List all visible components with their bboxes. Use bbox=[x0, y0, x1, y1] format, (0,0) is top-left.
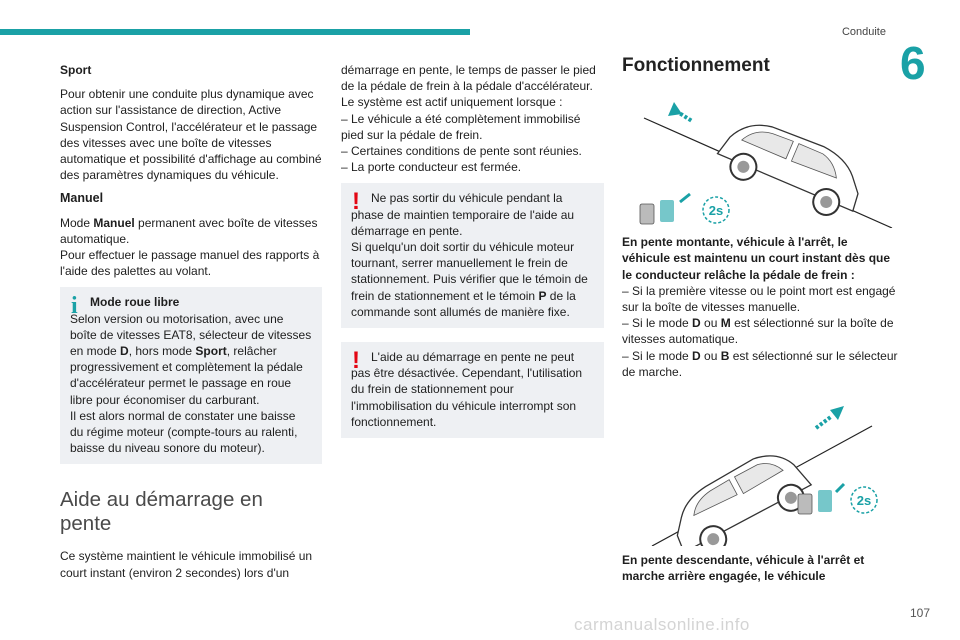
downhill-car-svg bbox=[622, 396, 898, 546]
list-item: – Si le mode D ou B est sélectionné sur le sélecteur de marche. bbox=[622, 348, 898, 379]
manuel-heading: Manuel bbox=[60, 191, 104, 206]
list-item: – Si la première vitesse ou le point mort est engagé sur la boîte de vitesses manuelle. bbox=[622, 283, 896, 315]
warning-icon: ! bbox=[352, 347, 360, 375]
badge-2s: 2s bbox=[708, 203, 724, 219]
aide-demarrage-heading: Aide au démarrage en pente bbox=[60, 488, 263, 536]
col2-paragraph-1: démarrage en pente, le temps de passer le pied de la pédale de frein à la pédale d'accélérateur. bbox=[341, 63, 596, 94]
warning-1-text-b: Si quelqu'un doit sortir du véhicule moteur tournant, serrer manuellement le frein de stationnement. Puis vérifier que le témoin de frein de stationnement et le témoin P de la commande sont allumés de manière fixe. bbox=[351, 240, 588, 319]
info-text: Selon version ou motorisation, avec une boîte de vitesses EAT8, sélecteur de vitesses en mode D, hors mode Sport, relâcher progressivement et complètement la pédale d'accélérateur permet le passage en roue libre pour économiser du carburant. bbox=[70, 311, 312, 407]
sport-heading: Sport bbox=[60, 63, 92, 77]
pedal-icon bbox=[640, 194, 690, 224]
manuel-paragraph-1: Mode Manuel permanent avec boîte de vitesses automatique. bbox=[60, 215, 318, 246]
info-title: Mode roue libre bbox=[90, 295, 180, 310]
downhill-lead: En pente descendante, véhicule à l'arrêt et marche arrière engagée, le véhicule bbox=[622, 553, 865, 584]
uphill-car-svg bbox=[622, 88, 898, 228]
uphill-lead: En pente montante, véhicule à l'arrêt, le véhicule est maintenu un court instant dès que le conducteur relâche la pédale de frein : bbox=[622, 235, 891, 282]
column-1 bbox=[60, 62, 322, 588]
warning-icon: ! bbox=[352, 188, 360, 216]
list-item: – La porte conducteur est fermée. bbox=[341, 160, 522, 175]
list-item: – Le véhicule a été complètement immobilisé pied sur la pédale de frein. bbox=[341, 111, 581, 142]
sport-text: Pour obtenir une conduite plus dynamique avec action sur l'assistance de direction, Active Suspension Control, l'accélérateur et le passage des vitesses avec une boîte de vitesses automatique et possibilité d'affichage au combiné des paramètres dynamiques du véhicule. bbox=[60, 87, 322, 183]
info-text-2: Il est alors normal de constater une baisse du régime moteur (compte-tours au ralenti, baisse du niveau sonore du moteur). bbox=[70, 408, 298, 456]
manuel-paragraph-2: Pour effectuer le passage manuel des rapports à l'aide des palettes au volant. bbox=[60, 248, 320, 279]
warning-box-2 bbox=[341, 342, 604, 438]
page-number: 107 bbox=[910, 606, 931, 620]
header-accent-bar bbox=[0, 29, 470, 35]
info-box-roue-libre bbox=[60, 287, 322, 464]
list-item: – Si le mode D ou M est sélectionné sur la boîte de vitesses automatique. bbox=[622, 316, 894, 347]
watermark: carmanualsonline.info bbox=[574, 615, 750, 634]
warning-box-1 bbox=[341, 183, 604, 328]
column-3 bbox=[622, 55, 898, 584]
section-name: Conduite bbox=[841, 26, 886, 38]
aide-demarrage-text: Ce système maintient le véhicule immobilisé un court instant (environ 2 secondes) lors d'un bbox=[60, 549, 313, 580]
column-2 bbox=[341, 62, 604, 448]
warning-2-text: L'aide au démarrage en pente ne peut pas être désactivée. Cependant, l'utilisation du frein de stationnement pour l'immobilisation du véhicule interrompt son fonctionnement. bbox=[351, 350, 583, 429]
warning-1-text-a: Ne pas sortir du véhicule pendant la phase de maintien temporaire de l'aide au démarrage en pente. bbox=[351, 191, 575, 238]
chapter-number: 6 bbox=[900, 37, 926, 89]
badge-2s: 2s bbox=[856, 493, 872, 509]
fonctionnement-heading: Fonctionnement bbox=[622, 55, 770, 76]
arrow-icon bbox=[816, 406, 844, 428]
list-item: – Certaines conditions de pente sont réunies. bbox=[341, 144, 582, 159]
col2-paragraph-2: Le système est actif uniquement lorsque : bbox=[341, 95, 563, 110]
downhill-car-illustration bbox=[622, 396, 898, 546]
arrow-icon bbox=[668, 102, 692, 121]
uphill-car-illustration bbox=[622, 88, 898, 228]
info-icon: i bbox=[71, 293, 78, 320]
